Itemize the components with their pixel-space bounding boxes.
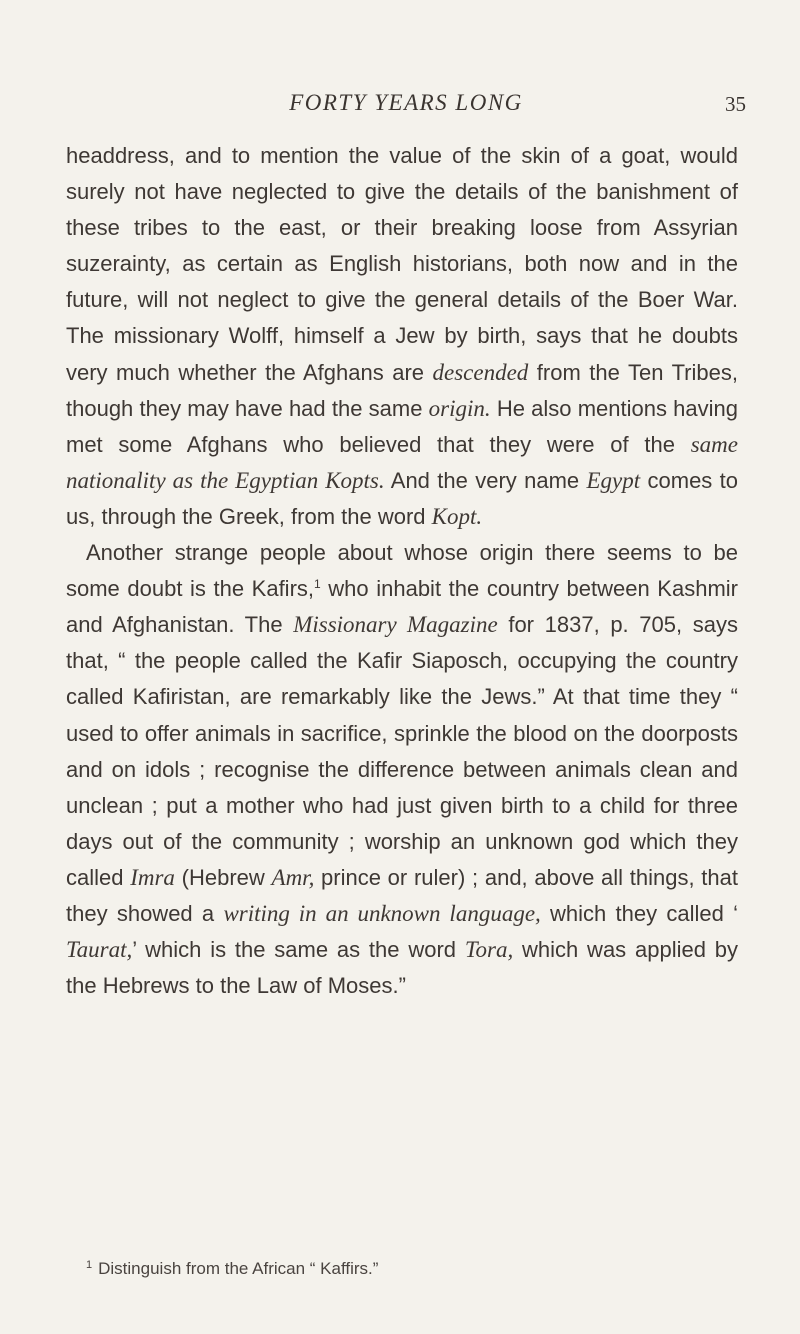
italic-text: Egypt bbox=[586, 467, 641, 493]
footnote-mark: 1 bbox=[86, 1259, 93, 1271]
italic-text: writing in an unknown language, bbox=[223, 900, 541, 926]
text-run: which was applied by the Hebrews to the Law of Moses.” bbox=[66, 937, 738, 999]
text-run: which they called ‘ bbox=[540, 900, 739, 926]
text-run: for 1837, p. 705, says that, “ the people called the Kafir Siaposch, occupying the country called Kafiristan, are remarkably like the Jews.” At that time they “ used to offer animals in sacrifice, sprinkle the blood on the doorposts and on idols ; recognise the difference between animals clean and unclean ; put a mother who had just given birth to a child for three days out of the community ; worship an unknown god which they called bbox=[66, 612, 738, 890]
text-run: from the Ten Tribes, though they may have had the same bbox=[66, 359, 738, 421]
italic-text: Kopt. bbox=[431, 503, 483, 529]
footnote-text: Distinguish from the African “ Kaffirs.” bbox=[98, 1259, 379, 1278]
body-text bbox=[66, 138, 738, 1004]
italic-text: Tora, bbox=[464, 937, 514, 963]
footnote-reference: 1 bbox=[314, 577, 321, 592]
text-run: who inhabit the country between Kashmir and Afghanistan. The bbox=[66, 576, 738, 638]
text-run: (Hebrew bbox=[174, 864, 272, 890]
running-head: FORTY YEARS LONG bbox=[289, 90, 523, 115]
italic-text: Imra bbox=[130, 864, 175, 890]
text-run: prince or ruler) ; and, above all things, that they showed a bbox=[66, 864, 739, 926]
paragraph bbox=[66, 535, 738, 1004]
italic-text: Missionary Magazine bbox=[293, 612, 498, 638]
italic-text: Amr, bbox=[271, 864, 315, 890]
text-run: headdress, and to mention the value of the skin of a goat, would surely not have neglected to give the details of the banishment of these tribes to the east, or their breaking loose from Assyrian suzerainty, as certain as English historians, both now and in the future, will not neglect to give the general details of the Boer War. The missionary Wolff, himself a Jew by birth, says that he doubts very much whether the Afghans are bbox=[66, 143, 738, 385]
footnote bbox=[86, 1259, 736, 1279]
text-run: comes to us, through the Greek, from the word bbox=[66, 467, 738, 529]
italic-text: Taurat, bbox=[66, 937, 133, 963]
page-number: 35 bbox=[725, 92, 746, 116]
page-header bbox=[66, 88, 746, 124]
text-run: Another strange people about whose origin there seems to be some doubt is the Kafirs, bbox=[66, 540, 738, 602]
italic-text: same nationality as the Egyptian Kopts. bbox=[66, 431, 738, 493]
text-run: And the very name bbox=[384, 467, 587, 493]
text-run: He also mentions having met some Afghans who believed that they were of the bbox=[66, 395, 739, 457]
text-run: ’ which is the same as the word bbox=[132, 937, 465, 963]
paragraph bbox=[66, 138, 738, 535]
italic-text: origin. bbox=[428, 395, 491, 421]
italic-text: descended bbox=[432, 359, 529, 385]
